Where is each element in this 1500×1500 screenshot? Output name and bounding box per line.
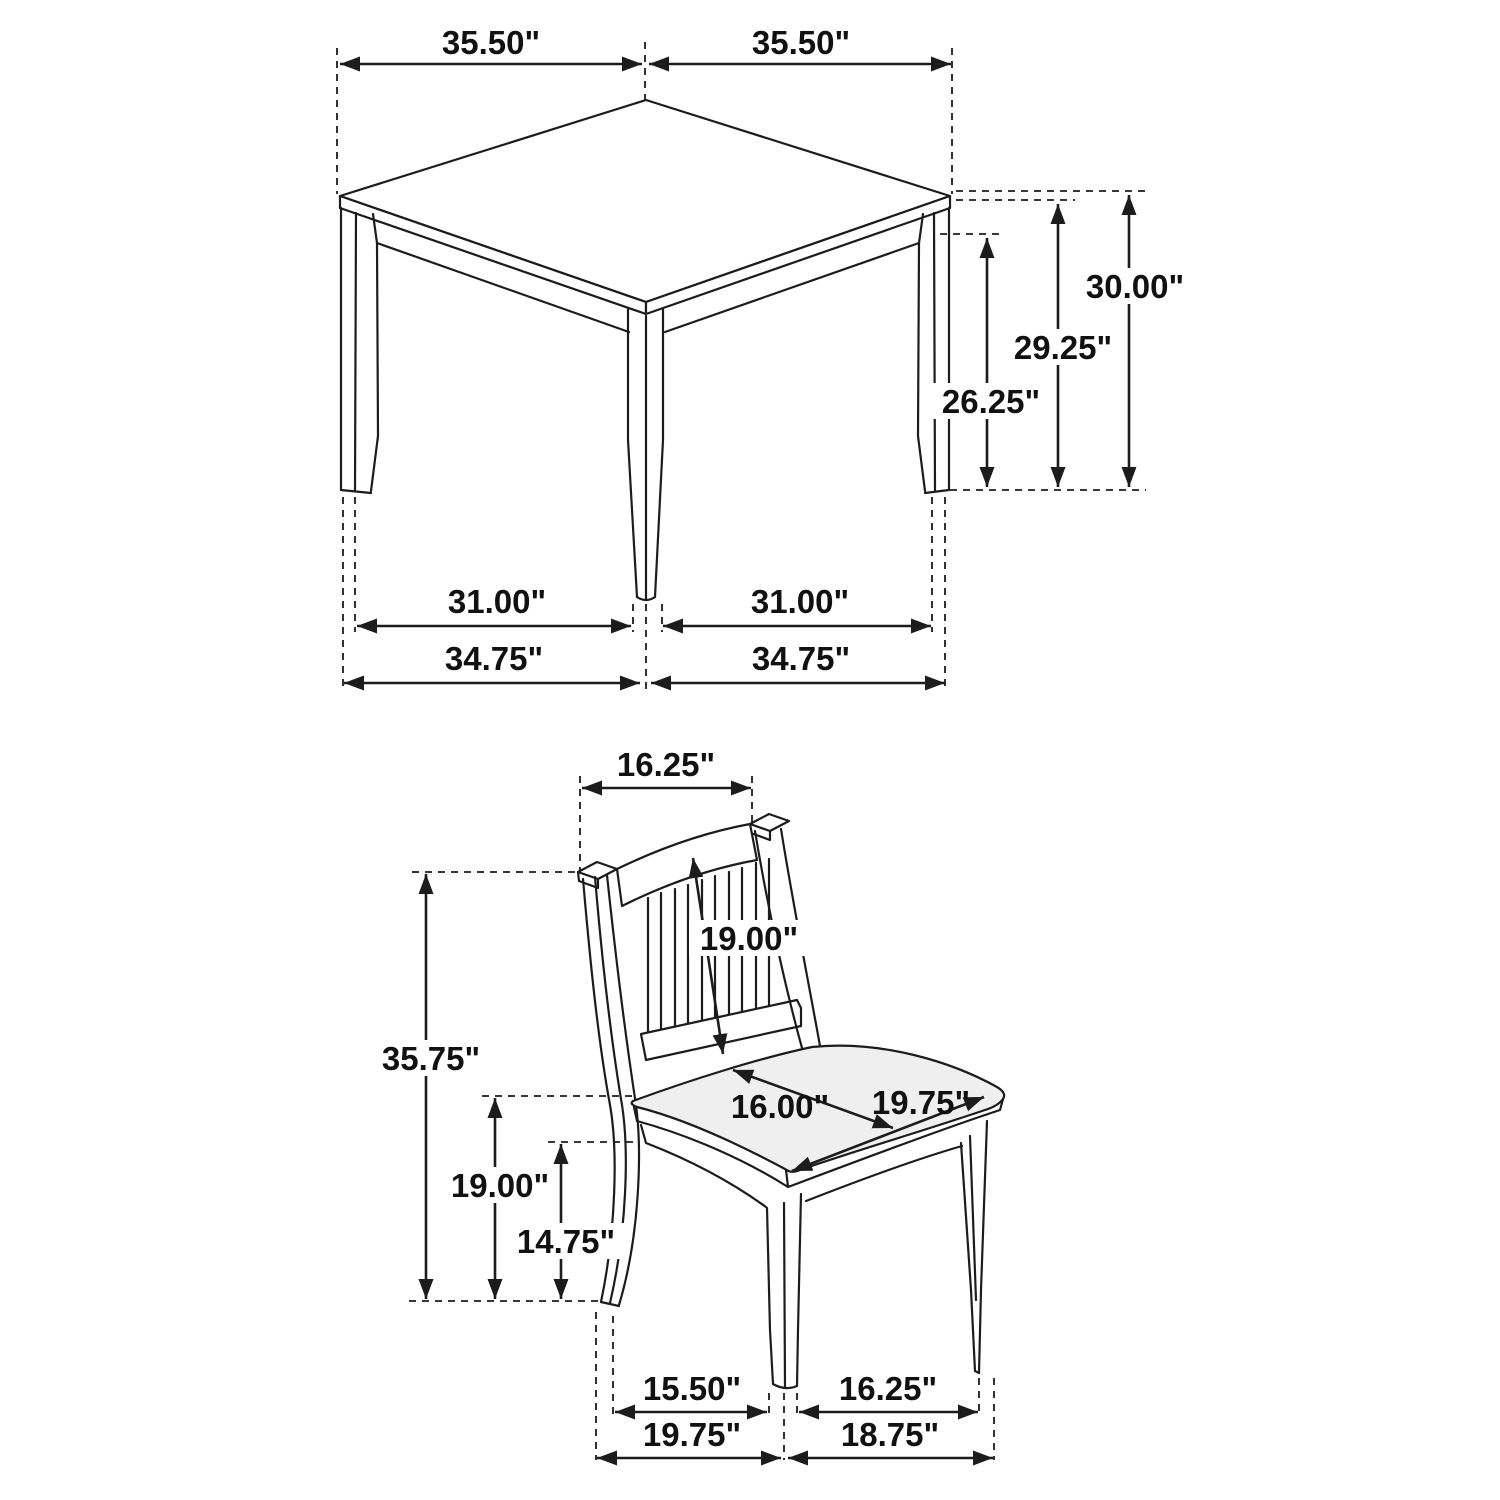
- dim-table-underside-height: [1005, 204, 1121, 487]
- dim-table-leg-span-left: [357, 583, 631, 626]
- table-leg-left: [341, 208, 378, 493]
- dim-chair-front-leg-span: [615, 1370, 767, 1412]
- dim-label: 29.25": [1013, 329, 1113, 366]
- dim-label: 16.25": [838, 1370, 938, 1407]
- dim-label: 31.00": [447, 583, 547, 620]
- dim-chair-seat-height: [441, 1098, 559, 1299]
- dim-label: 35.50": [441, 24, 541, 61]
- dim-table-leg-span-right: [663, 583, 931, 626]
- dim-chair-base-depth-left: [597, 1416, 781, 1458]
- dim-table-top-width-left: [340, 24, 642, 64]
- dim-chair-back-width: [582, 746, 751, 788]
- dim-label: 35.50": [751, 24, 851, 61]
- dim-label: 34.75": [751, 640, 851, 677]
- table-top: [340, 100, 950, 314]
- dim-chair-overall-height: [372, 874, 490, 1299]
- table-drawing: [337, 24, 1193, 689]
- dim-label: 31.00": [750, 583, 850, 620]
- dim-table-base-span-left: [344, 640, 640, 683]
- chair-drawing: [372, 746, 1004, 1460]
- dim-label: 30.00": [1085, 268, 1185, 305]
- dim-table-top-width-right: [649, 24, 951, 64]
- dim-label: 19.00": [450, 1167, 550, 1204]
- table-leg-right: [918, 208, 949, 493]
- dim-chair-side-leg-span: [799, 1370, 978, 1412]
- dim-label: 16.00": [730, 1088, 830, 1125]
- table-leg-front: [628, 309, 663, 600]
- dim-label: 35.75": [381, 1040, 481, 1077]
- chair-leg-right: [961, 1121, 987, 1373]
- dim-label: 19.00": [699, 920, 799, 957]
- dim-label: 19.75": [871, 1084, 971, 1121]
- dim-label: 34.75": [444, 640, 544, 677]
- dim-label: 15.50": [642, 1370, 742, 1407]
- dim-label: 19.75": [642, 1416, 742, 1453]
- dim-label: 16.25": [616, 746, 716, 783]
- dim-label: 18.75": [840, 1416, 940, 1453]
- dim-table-base-span-right: [651, 640, 945, 683]
- dim-label: 14.75": [516, 1223, 616, 1260]
- dim-chair-base-depth-right: [788, 1416, 993, 1458]
- dim-label: 26.25": [941, 383, 1041, 420]
- chair-leg-front: [767, 1194, 801, 1388]
